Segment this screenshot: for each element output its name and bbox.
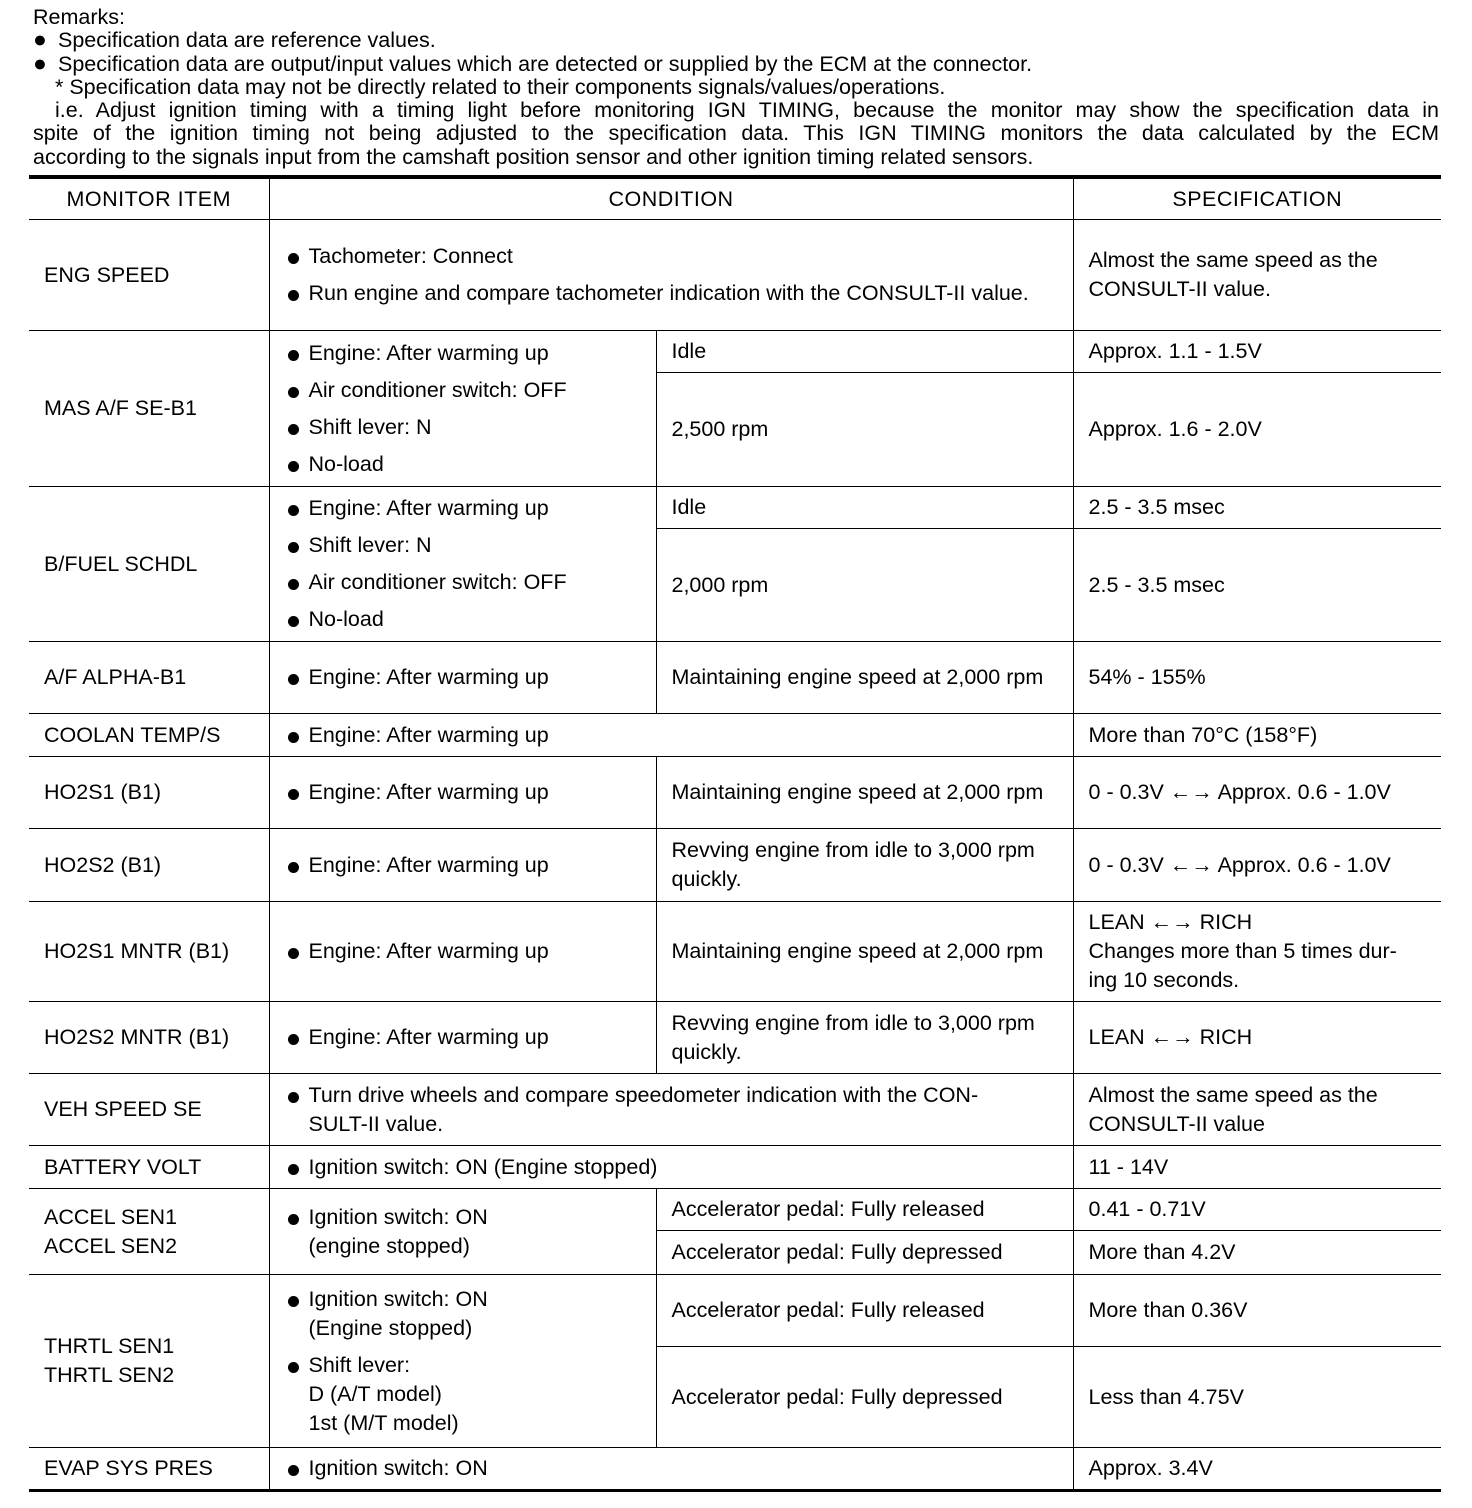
- monitor-item-line: ACCEL SEN1: [44, 1204, 178, 1229]
- condition-bullet: Ignition switch: ON (Engine stopped): [285, 1153, 1063, 1182]
- condition-line: D (A/T model): [308, 1381, 442, 1406]
- remarks-example-line-2: spite of the ignition timing not being adjusted to the specification data. This IGN TIMING monitors the data calculated by the ECM: [33, 121, 1439, 146]
- header-specification: SPECIFICATION: [1073, 177, 1441, 220]
- condition-bullet: Engine: After warming up: [285, 721, 1063, 750]
- sub-condition-cell: 2,500 rpm: [656, 373, 1073, 487]
- sub-condition-cell: Idle: [656, 487, 1073, 529]
- condition-bullet: Engine: After warming up: [285, 851, 646, 880]
- sub-condition-cell: Idle: [656, 331, 1073, 373]
- condition-cell: [269, 829, 656, 902]
- monitor-item-line: ACCEL SEN2: [44, 1233, 178, 1258]
- table-row: [29, 1002, 1441, 1074]
- specification-cell: Approx. 1.6 - 2.0V: [1073, 373, 1441, 487]
- monitor-item: [29, 1275, 269, 1448]
- specification-cell: Approx. 3.4V: [1073, 1448, 1441, 1491]
- condition-cell: [269, 331, 656, 487]
- table-row: [29, 1189, 1441, 1231]
- table-row: [29, 642, 1441, 714]
- condition-bullet: [285, 1081, 1063, 1139]
- condition-cell: [269, 714, 1073, 757]
- condition-cell: [269, 1275, 656, 1448]
- bullet-icon: ●: [33, 26, 47, 53]
- table-row: [29, 1275, 1441, 1347]
- monitor-item: HO2S1 MNTR (B1): [29, 902, 269, 1002]
- condition-cell: [269, 487, 656, 642]
- condition-cell: [269, 1074, 1073, 1146]
- condition-cell: [269, 1189, 656, 1275]
- specification-cell: 11 - 14V: [1073, 1146, 1441, 1189]
- sub-condition-cell: Maintaining engine speed at 2,000 rpm: [656, 902, 1073, 1002]
- condition-line: Shift lever:: [308, 1352, 411, 1377]
- specification-cell: Almost the same speed as the CONSULT-II value: [1073, 1074, 1441, 1146]
- condition-line: Turn drive wheels and compare speedometer indication with the CON-: [308, 1082, 979, 1107]
- sub-condition-cell: Accelerator pedal: Fully released: [656, 1189, 1073, 1231]
- condition-bullet: Run engine and compare tachometer indication with the CONSULT-II value.: [285, 279, 1063, 308]
- monitor-item: HO2S2 MNTR (B1): [29, 1002, 269, 1074]
- condition-cell: [269, 220, 1073, 331]
- specification-cell: 0 - 0.3V ←→ Approx. 0.6 - 1.0V: [1073, 829, 1441, 902]
- monitor-item: A/F ALPHA-B1: [29, 642, 269, 714]
- monitor-item-line: THRTL SEN2: [44, 1363, 175, 1387]
- condition-line: 1st (M/T model): [308, 1410, 459, 1435]
- remarks-block: [33, 6, 1439, 169]
- table-row: [29, 1146, 1441, 1189]
- condition-bullet: [285, 1285, 646, 1343]
- sub-condition-cell: Accelerator pedal: Fully released: [656, 1275, 1073, 1347]
- monitor-item: MAS A/F SE-B1: [29, 331, 269, 487]
- remarks-note: * Specification data may not be directly related to their components signals/values/operations.: [55, 74, 946, 99]
- monitor-item: ENG SPEED: [29, 220, 269, 331]
- condition-bullet: No-load: [285, 450, 646, 479]
- condition-cell: [269, 642, 656, 714]
- condition-bullet: Engine: After warming up: [285, 663, 646, 692]
- specification-cell: 2.5 - 3.5 msec: [1073, 529, 1441, 642]
- condition-line: Ignition switch: ON: [308, 1286, 488, 1311]
- sub-condition-cell: 2,000 rpm: [656, 529, 1073, 642]
- sub-condition-cell: Accelerator pedal: Fully depressed: [656, 1231, 1073, 1275]
- sub-condition-cell: Revving engine from idle to 3,000 rpm quickly.: [656, 1002, 1073, 1074]
- bullet-icon: ●: [33, 49, 47, 76]
- specification-cell: LEAN ←→ RICH: [1073, 1002, 1441, 1074]
- condition-bullet: Air conditioner switch: OFF: [285, 568, 646, 597]
- condition-bullet: Engine: After warming up: [285, 339, 646, 368]
- sub-condition-cell: Maintaining engine speed at 2,000 rpm: [656, 757, 1073, 829]
- specification-cell: More than 70°C (158°F): [1073, 714, 1441, 757]
- condition-bullet: Engine: After warming up: [285, 1023, 646, 1052]
- specification-line: ing 10 seconds.: [1088, 968, 1240, 992]
- specification-cell: [1073, 902, 1441, 1002]
- monitor-item: HO2S2 (B1): [29, 829, 269, 902]
- remarks-example-line-3: according to the signals input from the camshaft position sensor and other ignition timing related sensors.: [33, 144, 1034, 169]
- condition-bullet: No-load: [285, 605, 646, 634]
- condition-cell: [269, 1146, 1073, 1189]
- specification-cell: More than 4.2V: [1073, 1231, 1441, 1275]
- condition-bullet: Air conditioner switch: OFF: [285, 376, 646, 405]
- condition-line: Ignition switch: ON: [308, 1204, 488, 1229]
- monitor-item: B/FUEL SCHDL: [29, 487, 269, 642]
- condition-bullet: Shift lever: N: [285, 531, 646, 560]
- monitor-item: HO2S1 (B1): [29, 757, 269, 829]
- header-row: [29, 177, 1441, 220]
- condition-bullet: [285, 1203, 646, 1261]
- sub-condition-cell: Accelerator pedal: Fully depressed: [656, 1347, 1073, 1448]
- header-monitor-item: MONITOR ITEM: [29, 177, 269, 220]
- specification-cell: 0.41 - 0.71V: [1073, 1189, 1441, 1231]
- sub-condition-cell: Revving engine from idle to 3,000 rpm quickly.: [656, 829, 1073, 902]
- header-condition: CONDITION: [269, 177, 1073, 220]
- table-row: [29, 757, 1441, 829]
- condition-bullet: Engine: After warming up: [285, 778, 646, 807]
- remarks-bullet-2-text: Specification data are output/input values which are detected or supplied by the ECM at the connector.: [58, 51, 1033, 76]
- condition-line: (engine stopped): [308, 1233, 470, 1258]
- remarks-bullet-2: [33, 49, 1439, 76]
- condition-bullet: Engine: After warming up: [285, 494, 646, 523]
- monitor-item: [29, 1189, 269, 1275]
- specification-cell: 54% - 155%: [1073, 642, 1441, 714]
- monitor-item: VEH SPEED SE: [29, 1074, 269, 1146]
- table-row: [29, 829, 1441, 902]
- monitor-item: EVAP SYS PRES: [29, 1448, 269, 1491]
- condition-bullet: Ignition switch: ON: [285, 1454, 1063, 1483]
- condition-bullet: Shift lever: N: [285, 413, 646, 442]
- specification-line: Changes more than 5 times dur-: [1088, 939, 1397, 963]
- table-row: [29, 331, 1441, 373]
- condition-bullet: Tachometer: Connect: [285, 242, 1063, 271]
- remarks-title: Remarks:: [33, 5, 125, 29]
- condition-cell: [269, 1448, 1073, 1491]
- table-row: [29, 902, 1441, 1002]
- condition-cell: [269, 902, 656, 1002]
- table-row: [29, 220, 1441, 331]
- table-row: [29, 1448, 1441, 1491]
- specification-cell: Approx. 1.1 - 1.5V: [1073, 331, 1441, 373]
- specification-table: [29, 175, 1441, 1492]
- remarks-bullet-1: [33, 26, 1439, 53]
- specification-cell: More than 0.36V: [1073, 1275, 1441, 1347]
- specification-cell: 0 - 0.3V ←→ Approx. 0.6 - 1.0V: [1073, 757, 1441, 829]
- specification-cell: Less than 4.75V: [1073, 1347, 1441, 1448]
- condition-line: SULT-II value.: [308, 1111, 444, 1136]
- condition-bullet: [285, 1351, 646, 1438]
- monitor-item: COOLAN TEMP/S: [29, 714, 269, 757]
- condition-cell: [269, 757, 656, 829]
- specification-cell: 2.5 - 3.5 msec: [1073, 487, 1441, 529]
- specification-cell: Almost the same speed as the CONSULT-II value.: [1073, 220, 1441, 331]
- condition-line: (Engine stopped): [308, 1315, 473, 1340]
- monitor-item-line: THRTL SEN1: [44, 1334, 175, 1358]
- remarks-example-line-1: i.e. Adjust ignition timing with a timing light before monitoring IGN TIMING, because the monitor may show the specification data in: [55, 98, 1439, 123]
- remarks-bullet-1-text: Specification data are reference values.: [58, 28, 436, 53]
- condition-bullet: Engine: After warming up: [285, 937, 646, 966]
- specification-line: LEAN ←→ RICH: [1088, 910, 1253, 934]
- table-row: [29, 714, 1441, 757]
- sub-condition-cell: Maintaining engine speed at 2,000 rpm: [656, 642, 1073, 714]
- remarks-example: [33, 99, 1439, 169]
- table-row: [29, 1074, 1441, 1146]
- table-row: [29, 487, 1441, 529]
- condition-cell: [269, 1002, 656, 1074]
- monitor-item: BATTERY VOLT: [29, 1146, 269, 1189]
